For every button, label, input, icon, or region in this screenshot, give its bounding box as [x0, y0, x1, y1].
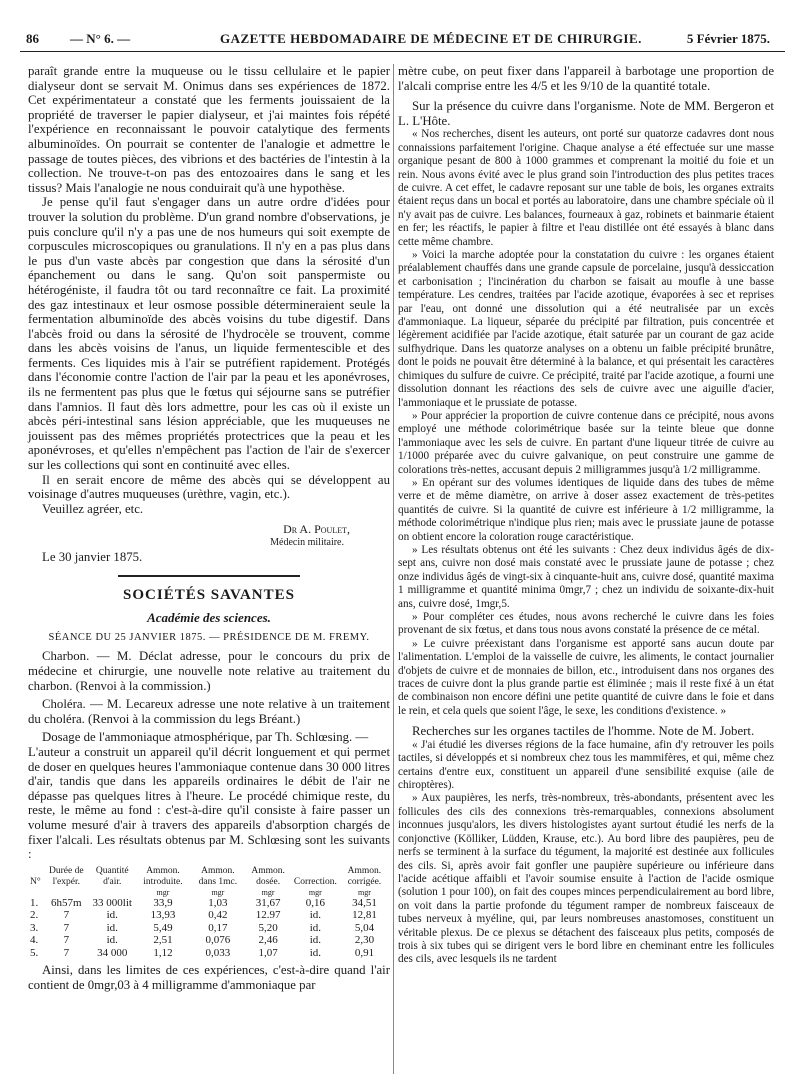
journal-title: GAZETTE HEBDOMADAIRE DE MÉDECINE ET DE CHIRURGIE. — [220, 31, 642, 46]
table-cell: 34 000 — [97, 946, 128, 959]
cuivre-paragraph-5: » Les résultats obtenus ont été les suivants : Chez deux individus âgés de dix-sept ans, cuivre non dosé mais constaté avec le prussiate jaune de potasse ; chez onze individus âgés de vingt-six à cinquante-huit ans, cuivre dosé, quantité maxima 1 milligramme et quantité minima 0mgr,7 ; chez un individu de soixante-dix-huit ans, cuivre dosé, 1mgr,5. — [398, 543, 774, 610]
left-paragraph-2: Je pense qu'il faut s'engager dans un autre ordre d'idées pour trouver la solution du problème. D'un grand nombre d'observations, je puis conclure qu'il n'y a pas une de nos humeurs qui soit exempte de corpuscules microscopiques ou granulations. Il n'y en a pas plus dans le pus d'un vaste abcès par congestion que dans la sérosité d'un épanchement ou dans le sang. Qu'on soit panspermiste ou hétérogéniste, il faudra tôt ou tard reconnaître ce fait. La proximité des gaz intestinaux et leur osmose possible détermineraient seule la fermentation albuminoïde des abcès voisins du tube digestif. Dans l'abcès froid ou dans la sérosité de l'hydrocèle se trouvent, comme dans les abcès voisins de l'anus, un liquide fermentescible et des ferments. Ces liquides mis à l'air se putréfient rapidement. Protégés dans l'économie contre l'action de l'air par la peau et les aponévroses, ils ne fermentent pas plus que le fœtus qui séjourne sans se putréfier dans l'amnios. Il faut dès lors admettre, pour les cas où il existe un abcès péri-intestinal sans lésion appréciable, que les muqueuses ne jouissent pas des mêmes propriétés protectrices que la peau et les aponévroses, et qu'elles n'empêchent pas l'action de l'air de s'exercer sur les collections qui sont en continuité avec elles. — [28, 195, 390, 473]
table-cell: 2,51 — [153, 934, 173, 947]
page-header — [20, 31, 780, 49]
table-cell: 0,91 — [354, 946, 375, 959]
table-cell: id. — [106, 921, 118, 934]
table-cell: 5,04 — [354, 921, 375, 934]
ammonia-results-table — [28, 866, 390, 960]
table-cell: id. — [106, 934, 118, 947]
tactile-paragraph-2: » Aux paupières, les nerfs, très-nombreux, très-abondants, présentent avec les follicules des cils des connexions très-remarquables, connexions absolument inconnues jusqu'alors, les divers histologistes ayant surtout étudié les nerfs de la conjonctive (Kölliker, Lüdden, Krause, etc.). Au bord libre des paupières, peu de nerfs se terminent à la surface du tégument, la majorité est destinée aux follicules des cils. Si, après avoir fait gonfler une paupière supérieure ou inférieure dans l'acide acétique affaibli et l'avoir soumise ensuite à l'action de l'acide osmique (solution 1 pour 100), on fait des coupes minces perpendiculairement au bord libre, on voit dans la partie profonde du tégument ramper de nombreux faisceaux de tubes nerveux à myéline, qui, par leurs nombreuses anastomoses, constituent un véritable plexus. De ce plexus se détachent des faisceaux plus petits, composés de trois à six tubes qui se dirigent vers le bord libre en cheminant entre les follicules des cils, avec lesquels ils ne tardent — [398, 792, 774, 966]
table-cell: 6h57m — [51, 896, 82, 909]
cuivre-paragraph-3: » Pour apprécier la proportion de cuivre contenue dans ce précipité, nous avons employé une méthode colorimétrique basée sur la teinte bleue que donne l'ammoniaque avec les sels de cuivre. En partant d'une liqueur titrée de cuivre au 1/1000 préparée avec du cuivre galvanique, on peut construire une gamme de colorations très-nettes, accusant depuis 2 milligrammes jusqu'à 1/2 milligramme. — [398, 409, 774, 476]
cuivre-paragraph-1: « Nos recherches, disent les auteurs, ont porté sur quatorze cadavres dont nous connaissions parfaitement l'origine. Chaque analyse a été effectuée sur une masse organique pesant de 800 à 1000 grammes et comprenant la moitié du foie et un rein. Nous avons évité avec le plus grand soin l'introduction des plus petites traces de cuivre. A cet effet, le cadavre reposant sur une table de bois, les organes extraits étaient reçus dans un bocal et portés au laboratoire, dans une chambre spéciale où il n'y avait pas de cuivre. Les balances, fourneaux à gaz, robinets et bainmarie étaient en fer; les réactifs, le papier à filtre et l'eau distillée ont été essayés à blanc dans cette même chambre. — [398, 128, 774, 248]
charbon-item: Charbon. — M. Déclat adresse, pour le concours du prix de médecine et chirurgie, une nouvelle note relative au traitement du charbon. (Renvoi à la commission.) — [28, 649, 390, 693]
left-paragraph-3: Il en serait encore de même des abcès qui se développent au voisinage d'autres muqueuses (urèthre, vagin, etc.). — [28, 472, 390, 502]
table-cell: 2,30 — [354, 934, 375, 947]
table-unit — [90, 888, 135, 897]
table-cell: 7 — [63, 909, 70, 922]
table-cell: 1,03 — [208, 896, 228, 909]
table-unit: mgr — [308, 887, 322, 897]
table-header: Ammon. corrigée. — [347, 865, 382, 887]
header-rule — [20, 51, 785, 52]
table-cell: 12,81 — [352, 909, 377, 922]
table-cell: id. — [309, 946, 322, 959]
table-header: Ammon. introduite. — [143, 865, 183, 887]
table-cell: 1,07 — [258, 946, 278, 959]
table-cell: 2. — [30, 909, 39, 922]
academy-heading: Académie des sciences. — [147, 610, 271, 626]
issue-date: 5 Février 1875. — [686, 31, 770, 46]
signature-name: Dr A. Poulet, — [283, 522, 350, 537]
table-cell: 0,076 — [205, 934, 231, 947]
table-cell: 4. — [30, 934, 39, 947]
table-unit — [43, 888, 90, 897]
table-cell: 5,49 — [153, 921, 173, 934]
table-cell: 0,16 — [305, 896, 325, 909]
table-row — [28, 922, 390, 935]
table-cell: 33 000lit — [92, 896, 132, 909]
table-cell: 7 — [63, 946, 70, 959]
table-cell: id. — [106, 909, 118, 922]
table-units-row — [28, 888, 390, 897]
table-header: Quantité d'air. — [95, 865, 129, 887]
table-cell: 31,67 — [255, 896, 281, 909]
table-cell: 1,12 — [153, 946, 173, 959]
tactile-heading: Recherches sur les organes tactiles de l'homme. Note de M. Jobert. — [412, 724, 755, 739]
column-divider — [393, 64, 394, 1074]
table-unit: mgr — [156, 887, 170, 897]
table-cell: 7 — [63, 934, 70, 947]
page-number: 86 — [26, 31, 39, 46]
table-header: N° — [30, 876, 41, 887]
issue-number: — N° 6. — — [70, 31, 131, 46]
table-row — [28, 947, 390, 960]
left-column — [28, 64, 390, 992]
table-cell: 5. — [30, 946, 39, 959]
table-cell: 0,033 — [205, 946, 231, 959]
table-header: Correction. — [293, 876, 337, 887]
table-cell: 0,42 — [208, 909, 228, 922]
left-paragraph-1: paraît grande entre la muqueuse ou le tissu cellulaire et le papier dialyseur dont se servait M. Onimus dans ses expériences de 1872. Cet expérimentateur a constaté que les ferments jouissaient de la propriété de traverser le papier dialyseur, et j'ai maintes fois répété l'expérience en reconnaissant le pouvoir catalytique des ferments albuminoïdes. On pourrait se contenter de l'analogie et admettre le passage de toutes pièces, des vibrions et des bactéries de l'intestin à la collection. Ne trouve-t-on pas des entozoaires dans le sang et les tissus? Mais l'analogie ne nous conduirait qu'à une hypothèse. — [28, 64, 390, 195]
table-cell: id. — [309, 934, 322, 947]
table-cell: 3. — [30, 921, 39, 934]
table-cell: 1. — [30, 896, 39, 909]
cuivre-paragraph-6: » Pour compléter ces études, nous avons recherché le cuivre dans les foies provenant de six fœtus, et dans tous nous avons constaté la présence de ce métal. — [398, 611, 774, 637]
table-cell: 13,93 — [150, 909, 176, 922]
table-unit — [28, 888, 43, 897]
table-cell: 7 — [63, 921, 70, 934]
table-row — [28, 909, 390, 922]
table-header: Durée de l'expér. — [49, 865, 84, 887]
table-cell: 34,51 — [352, 896, 377, 909]
table-cell: 5,20 — [258, 921, 278, 934]
tactile-paragraph-1: « J'ai étudié les diverses régions de la face humaine, afin d'y retrouver les poils tactiles, si développés et si nombreux chez tous les mammifères, et qui, même chez certains d'entre eux, constituent un appareil d'une sensibilité exquise (aile de chiroptères). — [398, 738, 774, 792]
table-row — [28, 934, 390, 947]
session-line: SÉANCE DU 25 JANVIER 1875. — PRÉSIDENCE DE M. FREMY. — [48, 632, 370, 644]
letter-date: Le 30 janvier 1875. — [42, 550, 143, 565]
table-header: Ammon. dosée. — [251, 865, 285, 887]
signature — [28, 522, 350, 537]
cuivre-heading: Sur la présence du cuivre dans l'organisme. Note de MM. Bergeron et L. L'Hôte. — [398, 99, 774, 128]
table-cell: id. — [309, 921, 322, 934]
signature-title: Médecin militaire. — [270, 537, 344, 549]
table-row — [28, 897, 390, 910]
dosage-heading: Dosage de l'ammoniaque atmosphérique, par Th. Schlœsing. — — [42, 730, 369, 745]
after-table-text: Ainsi, dans les limites de ces expériences, c'est-à-dire quand l'air contient de 0mgr,03 à 4 milligramme d'ammoniaque par — [28, 963, 390, 992]
cuivre-paragraph-4: » En opérant sur des volumes identiques de liquide dans des tubes de même verre et de même diamètre, on arrive à doser assez exactement de très-petites quantités de cuivre. Si la quantité de cuivre est inférieure à 1/2 milligramme, la méthode colorimétrique n'indique plus rien; mais avec le prussiate jaune de potasse on obtient encore la coloration rouge caractéristique. — [398, 476, 774, 543]
section-title: SOCIÉTÉS SAVANTES — [123, 587, 295, 604]
right-column — [398, 64, 774, 967]
table-cell: 33,9 — [153, 896, 173, 909]
table-cell: 12.97 — [255, 909, 281, 922]
cholera-item: Choléra. — M. Lecareux adresse une note relative à un traitement du choléra. (Renvoi à la commission du legs Bréant.) — [28, 697, 390, 726]
table-cell: 2,46 — [258, 934, 278, 947]
table-unit: mgr — [211, 887, 225, 897]
left-paragraph-4: Veuillez agréer, etc. — [42, 501, 144, 516]
cuivre-paragraph-7: » Le cuivre préexistant dans l'organisme est apporté sans aucun doute par l'alimentation. L'emploi de la vaisselle de cuivre, les aliments, le contact journalier d'objets de cuivre et de monnaies de billon, etc., introduisent dans nos organes des traces de cuivre dont la plus grande partie est éliminée ; mais il reste fixé à un état de combinaison non encore défini une petite quantité de cuivre dans le foie et dans le rein, et cela quels que soient l'âge, le sexe, les conditions d'existence. » — [398, 637, 774, 717]
right-continuation: mètre cube, on peut fixer dans l'appareil à barbotage une proportion de l'alcali comprise entre les 4/5 et les 9/10 de la quantité totale. — [398, 64, 774, 93]
cuivre-paragraph-2: » Voici la marche adoptée pour la constatation du cuivre : les organes étaient préalablement chauffés dans une grande capsule de porcelaine, jusqu'à dessiccation et carbonisation ; l'incinération du charbon se faisait au moufle à une basse température. Les cendres, traitées par l'acide azotique, évaporées à sec et reprises par l'eau, ont donné une dissolution qui a été neutralisée par un excès d'ammoniaque. La liqueur, séparée du précipité par filtration, puis concentrée et légèrement acidifiée par l'acide azotique, était saturée par un courant de gaz acide sulfhydrique. Dans les quatorze analyses on a obtenu un faible précipité brunâtre, dont le poids ne pouvait être déterminé à la balance, et qui présentait les caractères chimiques du sulfure de cuivre. Ce précipité, traité par l'acide azotique, a fourni une dissolution donnant les réactions des sels de cuivre avec une aiguille d'acier, l'ammoniaque et le prussiate de potasse. — [398, 249, 774, 409]
section-rule — [118, 575, 300, 577]
table-cell: 0,17 — [208, 921, 228, 934]
dosage-text: L'auteur a construit un appareil qu'il décrit longuement et qui permet de doser en quelques heures l'ammoniaque contenue dans 30 000 litres d'air, tandis que dans les appareils ordinaires le débit de l'air ne dépasse pas quelques litres à l'heure. Le procédé chimique reste, du reste, le même au fond : c'est-à-dire qu'il consiste à faire passer un volume mesuré d'air à travers des appareils d'absorption chargés de fixer l'alcali. Les résultats obtenus par M. Schlœsing sont les suivants : — [28, 744, 390, 862]
table-cell: id. — [309, 909, 322, 922]
table-unit: mgr — [261, 887, 275, 897]
table-unit: mgr — [357, 887, 371, 897]
table-header: Ammon. dans 1mc. — [198, 865, 238, 887]
